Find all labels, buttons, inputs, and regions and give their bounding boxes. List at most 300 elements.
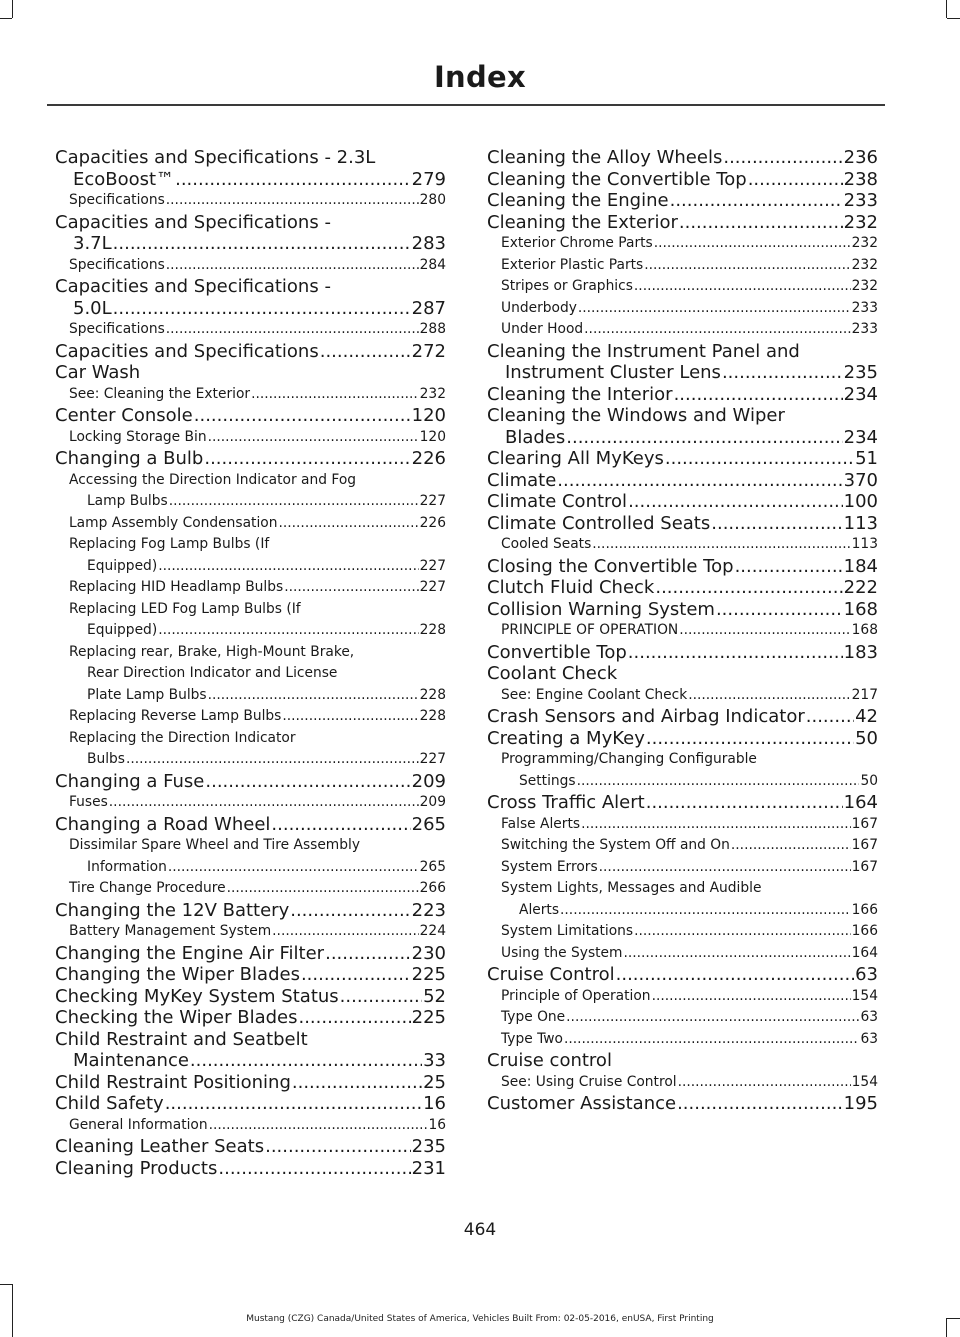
index-entry	[487, 599, 878, 621]
entry-text: Replacing the Direction Indicator	[69, 729, 296, 746]
dot-leader	[227, 878, 419, 900]
entry-page-number[interactable]: 272	[411, 340, 446, 362]
index-entry	[55, 814, 446, 836]
entry-text: Capacities and Specifications -	[55, 276, 331, 297]
index-entry	[55, 448, 446, 470]
entry-text: Principle of Operation	[501, 987, 651, 1004]
entry-text: Climate Control	[487, 491, 628, 512]
entry-page-number[interactable]: 16	[423, 1093, 446, 1114]
dot-leader	[722, 362, 843, 384]
index-subentry	[487, 814, 878, 836]
entry-page-number[interactable]: 238	[843, 168, 878, 190]
dot-leader	[165, 1093, 422, 1115]
entry-page-number[interactable]: 154	[851, 987, 878, 1004]
dot-leader	[652, 986, 851, 1008]
index-entry	[55, 1136, 446, 1158]
entry-text: Car Wash	[55, 362, 141, 383]
entry-page-number[interactable]: 166	[851, 923, 878, 939]
entry-text: Stripes or Graphics	[501, 278, 633, 294]
index-subentry	[487, 943, 878, 965]
entry-text: Cleaning the Alloy Wheels	[487, 147, 723, 168]
entry-text: EcoBoost™	[73, 168, 175, 190]
index-entry	[487, 169, 878, 191]
dot-leader	[560, 900, 851, 922]
entry-text: Fuses	[69, 794, 108, 810]
index-column-left	[55, 147, 446, 1179]
entry-page-number[interactable]: 168	[851, 622, 878, 638]
entry-text: Specifications	[69, 192, 165, 208]
entry-page-number[interactable]: 228	[419, 622, 446, 638]
index-entry	[487, 663, 878, 685]
entry-text: Using the System	[501, 944, 623, 961]
entry-text: Center Console	[55, 405, 193, 426]
entry-text: Capacities and Specifications -	[55, 211, 331, 233]
entry-text: System Lights, Messages and Audible	[501, 880, 762, 896]
index-subentry	[55, 728, 446, 771]
entry-page-number[interactable]: 42	[855, 706, 878, 727]
crop-mark	[12, 1284, 13, 1337]
index-entry	[487, 556, 878, 578]
dot-leader	[325, 943, 411, 965]
dot-leader	[654, 233, 851, 255]
entry-page-number[interactable]: 280	[419, 192, 446, 208]
index-subentry	[55, 319, 446, 341]
entry-page-number[interactable]: 113	[843, 512, 878, 534]
entry-text: Switching the System Off and On	[501, 837, 730, 853]
dot-leader	[209, 1115, 428, 1137]
entry-text: Replacing Reverse Lamp Bulbs	[69, 708, 282, 724]
dot-leader	[578, 298, 851, 320]
index-entry	[487, 341, 878, 384]
entry-page-number[interactable]: 265	[419, 858, 446, 875]
entry-text: Type One	[501, 1009, 566, 1025]
page-title: Index	[433, 60, 527, 94]
index-subentry	[487, 1007, 878, 1029]
index-subentry	[487, 620, 878, 642]
entry-page-number[interactable]: 233	[843, 190, 878, 211]
dot-leader	[298, 1007, 410, 1029]
entry-text: Plate Lamp Bulbs	[87, 686, 207, 703]
index-subentry	[55, 427, 446, 449]
dot-leader	[679, 212, 843, 234]
entry-text: Under Hood	[501, 321, 584, 337]
index-entry	[55, 1158, 446, 1180]
entry-text: Cleaning Leather Seats	[55, 1136, 265, 1157]
entry-page-number[interactable]: 226	[411, 448, 446, 469]
entry-page-number[interactable]: 232	[419, 385, 446, 402]
dot-leader	[271, 814, 410, 836]
entry-text: Crash Sensors and Airbag Indicator	[487, 706, 805, 727]
entry-text: Information	[87, 858, 167, 875]
entry-text: Replacing rear, Brake, High-Mount Brake,	[69, 643, 355, 660]
dot-leader	[292, 1072, 422, 1094]
index-subentry	[55, 384, 446, 406]
entry-text: PRINCIPLE OF OPERATION	[501, 622, 679, 638]
entry-text: Cleaning the Convertible Top	[487, 168, 747, 190]
entry-text: See: Engine Coolant Check	[501, 686, 688, 703]
index-entry	[55, 212, 446, 255]
dot-leader	[735, 556, 843, 578]
entry-page-number[interactable]: 288	[419, 321, 446, 337]
dot-leader	[190, 1050, 422, 1072]
dot-leader	[158, 556, 418, 578]
entry-text: Lamp Assembly Condensation	[69, 514, 278, 531]
entry-text: Blades	[505, 426, 566, 448]
entry-page-number[interactable]: 164	[843, 792, 878, 813]
entry-page-number[interactable]: 284	[419, 256, 446, 273]
entry-page-number[interactable]: 226	[419, 514, 446, 531]
entry-text: Climate Controlled Seats	[487, 512, 711, 534]
entry-text: Bulbs	[87, 751, 125, 767]
entry-text: Cleaning the Windows and Wiper	[487, 405, 785, 426]
entry-text: Capacities and Specifications	[55, 340, 319, 362]
entry-page-number[interactable]: 235	[411, 1136, 446, 1157]
entry-text: System Limitations	[501, 923, 634, 939]
index-subentry	[55, 534, 446, 577]
dot-leader	[677, 1093, 843, 1115]
dot-leader	[290, 900, 410, 922]
entry-page-number[interactable]: 230	[411, 942, 446, 964]
index-subentry	[487, 534, 878, 556]
dot-leader	[557, 470, 842, 492]
dot-leader	[158, 620, 418, 642]
index-entry	[487, 491, 878, 513]
entry-page-number[interactable]: 232	[851, 235, 878, 251]
dot-leader	[169, 491, 419, 513]
index-subentry	[487, 749, 878, 792]
entry-text: Cross Traffic Alert	[487, 792, 645, 813]
dot-leader	[251, 384, 419, 406]
entry-text: Changing a Bulb	[55, 448, 204, 469]
entry-page-number[interactable]: 224	[419, 923, 446, 939]
entry-text: Child Restraint and Seatbelt	[55, 1028, 308, 1050]
entry-page-number[interactable]: 234	[843, 383, 878, 405]
entry-page-number[interactable]: 209	[411, 770, 446, 792]
dot-leader	[166, 190, 419, 212]
entry-page-number[interactable]: 25	[423, 1071, 446, 1093]
entry-page-number[interactable]: 227	[419, 493, 446, 509]
dot-leader	[599, 857, 851, 879]
dot-leader	[272, 921, 418, 943]
page-footer: Mustang (CZG) Canada/United States of America, Vehicles Built From: 02-05-2016, enUSA, First Printing	[246, 1314, 714, 1324]
entry-page-number[interactable]: 222	[843, 577, 878, 598]
entry-text: Checking MyKey System Status	[55, 985, 339, 1007]
dot-leader	[716, 599, 843, 621]
dot-leader	[731, 835, 851, 857]
entry-page-number[interactable]: 166	[851, 901, 878, 918]
entry-page-number[interactable]: 234	[843, 426, 878, 448]
dot-leader	[566, 1007, 859, 1029]
entry-text: Alerts	[519, 901, 560, 918]
entry-text: Specifications	[69, 321, 165, 337]
index-entry	[55, 341, 446, 363]
dot-leader	[166, 255, 419, 277]
entry-page-number[interactable]: 50	[855, 727, 878, 749]
index-entry	[487, 577, 878, 599]
dot-leader	[340, 986, 422, 1008]
entry-text: General Information	[69, 1116, 208, 1133]
crop-mark	[947, 18, 960, 19]
index-subentry	[487, 298, 878, 320]
entry-text: Accessing the Direction Indicator and Fog	[69, 471, 357, 488]
entry-text: Rear Direction Indicator and License	[87, 665, 338, 681]
page-number: 464	[463, 1220, 497, 1240]
entry-text: System Errors	[501, 858, 598, 875]
entry-page-number[interactable]: 283	[411, 233, 446, 254]
entry-text: Battery Management System	[69, 923, 272, 939]
entry-text: Creating a MyKey	[487, 727, 645, 749]
entry-page-number[interactable]: 167	[851, 858, 878, 875]
index-subentry	[55, 577, 446, 599]
entry-text: Changing a Road Wheel	[55, 813, 271, 835]
dot-leader	[688, 685, 850, 707]
index-subentry	[55, 792, 446, 814]
index-subentry	[55, 921, 446, 943]
entry-page-number[interactable]: 236	[843, 147, 878, 168]
dot-leader	[711, 513, 842, 535]
entry-text: Exterior Plastic Parts	[501, 256, 644, 273]
index-subentry	[487, 921, 878, 943]
entry-page-number[interactable]: 209	[419, 794, 446, 810]
dot-leader	[301, 964, 411, 986]
entry-text: Cleaning the Exterior	[487, 211, 678, 233]
entry-text: See: Cleaning the Exterior	[69, 385, 251, 402]
dot-leader	[646, 728, 854, 750]
index-entry	[487, 405, 878, 448]
entry-page-number[interactable]: 63	[860, 1030, 878, 1047]
index-subentry	[487, 986, 878, 1008]
dot-leader	[204, 448, 410, 470]
entry-page-number[interactable]: 231	[411, 1157, 446, 1179]
entry-page-number[interactable]: 266	[419, 880, 446, 896]
entry-text: Exterior Chrome Parts	[501, 235, 653, 251]
entry-page-number[interactable]: 51	[855, 448, 878, 469]
index-entry	[55, 943, 446, 965]
entry-page-number[interactable]: 184	[843, 555, 878, 577]
index-entry	[487, 706, 878, 728]
entry-page-number[interactable]: 227	[419, 579, 446, 595]
entry-page-number[interactable]: 225	[411, 964, 446, 985]
entry-text: Child Restraint Positioning	[55, 1071, 291, 1093]
entry-text: 5.0L	[73, 297, 112, 319]
dot-leader	[679, 620, 850, 642]
index-subentry	[55, 1115, 446, 1137]
entry-text: Cleaning the Interior	[487, 383, 673, 405]
entry-page-number[interactable]: 228	[419, 708, 446, 724]
index-entry	[55, 964, 446, 986]
index-entry	[487, 212, 878, 234]
entry-page-number[interactable]: 167	[851, 815, 878, 832]
entry-text: Changing the Engine Air Filter	[55, 942, 325, 964]
dot-leader	[634, 276, 851, 298]
entry-text: Programming/Changing Configurable	[501, 751, 757, 767]
entry-text: Type Two	[501, 1030, 563, 1047]
index-entry	[55, 276, 446, 319]
dot-leader	[665, 448, 854, 470]
dot-leader	[205, 771, 410, 793]
dot-leader	[284, 577, 418, 599]
index-entry	[487, 190, 878, 212]
index-entry	[487, 448, 878, 470]
crop-mark	[0, 1284, 12, 1285]
entry-page-number[interactable]: 287	[411, 297, 446, 319]
dot-leader	[168, 857, 419, 879]
entry-page-number[interactable]: 168	[843, 598, 878, 620]
dot-leader	[678, 1072, 851, 1094]
entry-page-number[interactable]: 228	[419, 686, 446, 703]
dot-leader	[208, 685, 419, 707]
dot-leader	[564, 1029, 859, 1051]
entry-page-number[interactable]: 370	[843, 469, 878, 491]
entry-text: Changing the Wiper Blades	[55, 964, 300, 985]
entry-page-number[interactable]: 195	[843, 1093, 878, 1114]
entry-text: Specifications	[69, 256, 165, 273]
dot-leader	[218, 1158, 410, 1180]
dot-leader	[166, 319, 419, 341]
entry-page-number[interactable]: 154	[851, 1073, 878, 1090]
dot-leader	[634, 921, 851, 943]
entry-page-number[interactable]: 232	[843, 211, 878, 233]
entry-page-number[interactable]: 16	[428, 1116, 446, 1133]
dot-leader	[748, 169, 843, 191]
index-entry	[55, 1029, 446, 1072]
index-entry	[487, 792, 878, 814]
index-entry	[487, 1050, 878, 1072]
entry-page-number[interactable]: 63	[855, 964, 878, 985]
entry-page-number[interactable]: 164	[851, 944, 878, 961]
dot-leader	[592, 534, 850, 556]
index-subentry	[487, 685, 878, 707]
dot-leader	[208, 427, 419, 449]
dot-leader	[175, 169, 411, 191]
entry-text: Checking the Wiper Blades	[55, 1007, 298, 1028]
dot-leader	[282, 706, 418, 728]
entry-page-number[interactable]: 33	[423, 1050, 446, 1071]
entry-page-number[interactable]: 63	[860, 1009, 878, 1025]
index-subentry	[55, 835, 446, 878]
entry-page-number[interactable]: 167	[851, 837, 878, 853]
dot-leader	[628, 491, 843, 513]
entry-text: Customer Assistance	[487, 1093, 677, 1114]
entry-page-number[interactable]: 223	[411, 899, 446, 921]
dot-leader	[644, 255, 850, 277]
entry-page-number[interactable]: 265	[411, 813, 446, 835]
index-subentry	[487, 1072, 878, 1094]
entry-page-number[interactable]: 279	[411, 168, 446, 190]
dot-leader	[113, 298, 411, 320]
entry-page-number[interactable]: 120	[411, 405, 446, 426]
dot-leader	[320, 341, 411, 363]
entry-text: False Alerts	[501, 815, 581, 832]
entry-text: Cleaning the Instrument Panel and	[487, 340, 800, 362]
dot-leader	[670, 190, 843, 212]
entry-text: Replacing HID Headlamp Bulbs	[69, 579, 284, 595]
index-entry	[55, 771, 446, 793]
entry-text: Collision Warning System	[487, 598, 715, 620]
index-subentry	[55, 513, 446, 535]
entry-page-number[interactable]: 100	[843, 491, 878, 512]
index-subentry	[487, 835, 878, 857]
index-subentry	[55, 878, 446, 900]
index-subentry	[487, 319, 878, 341]
dot-leader	[109, 792, 419, 814]
entry-text: Climate	[487, 469, 557, 491]
entry-text: Replacing LED Fog Lamp Bulbs (If	[69, 600, 301, 617]
entry-text: Maintenance	[73, 1050, 189, 1071]
index-subentry	[487, 878, 878, 921]
crop-mark	[946, 0, 947, 18]
entry-text: Cleaning the Engine	[487, 190, 669, 211]
dot-leader	[194, 405, 411, 427]
index-entry	[55, 1072, 446, 1094]
index-entry	[487, 384, 878, 406]
index-subentry	[55, 470, 446, 513]
entry-page-number[interactable]: 120	[419, 428, 446, 445]
entry-text: Child Safety	[55, 1093, 164, 1114]
entry-page-number[interactable]: 113	[851, 536, 878, 552]
entry-text: Changing the 12V Battery	[55, 899, 290, 921]
entry-text: Lamp Bulbs	[87, 493, 168, 509]
entry-text: Instrument Cluster Lens	[505, 362, 721, 383]
index-entry	[487, 642, 878, 664]
index-subentry	[487, 276, 878, 298]
entry-text: Clutch Fluid Check	[487, 577, 655, 598]
dot-leader	[616, 964, 854, 986]
entry-text: Replacing Fog Lamp Bulbs (If	[69, 536, 270, 552]
entry-page-number[interactable]: 232	[851, 256, 878, 273]
index-column-right	[487, 147, 878, 1115]
dot-leader	[279, 513, 419, 535]
dot-leader	[628, 642, 843, 664]
entry-text: 3.7L	[73, 233, 112, 254]
dot-leader	[577, 771, 860, 793]
entry-text: Underbody	[501, 299, 577, 316]
entry-page-number[interactable]: 52	[423, 985, 446, 1007]
entry-page-number[interactable]: 232	[851, 278, 878, 294]
entry-page-number[interactable]: 183	[843, 641, 878, 663]
index-entry	[55, 1007, 446, 1029]
index-subentry	[487, 255, 878, 277]
entry-text: Clearing All MyKeys	[487, 448, 664, 469]
entry-text: Changing a Fuse	[55, 770, 205, 792]
entry-page-number[interactable]: 227	[419, 557, 446, 574]
entry-text: Locking Storage Bin	[69, 428, 207, 445]
dot-leader	[646, 792, 843, 814]
entry-page-number[interactable]: 235	[843, 362, 878, 383]
entry-text: See: Using Cruise Control	[501, 1073, 677, 1090]
dot-leader	[723, 147, 842, 169]
index-subentry	[55, 642, 446, 707]
entry-page-number[interactable]: 217	[851, 686, 878, 703]
entry-text: Closing the Convertible Top	[487, 555, 734, 577]
entry-page-number[interactable]: 233	[851, 321, 878, 337]
entry-page-number[interactable]: 233	[851, 299, 878, 316]
index-entry	[487, 728, 878, 750]
entry-page-number[interactable]: 227	[419, 751, 446, 767]
index-entry	[55, 405, 446, 427]
index-subentry	[487, 857, 878, 879]
entry-text: Capacities and Specifications - 2.3L	[55, 147, 376, 168]
dot-leader	[584, 319, 850, 341]
dot-leader	[806, 706, 854, 728]
index-subentry	[55, 599, 446, 642]
index-entry	[55, 362, 446, 384]
entry-page-number[interactable]: 50	[860, 772, 878, 789]
dot-leader	[581, 814, 851, 836]
index-entry	[487, 147, 878, 169]
entry-text: Cruise Control	[487, 964, 615, 985]
entry-page-number[interactable]: 225	[411, 1007, 446, 1028]
